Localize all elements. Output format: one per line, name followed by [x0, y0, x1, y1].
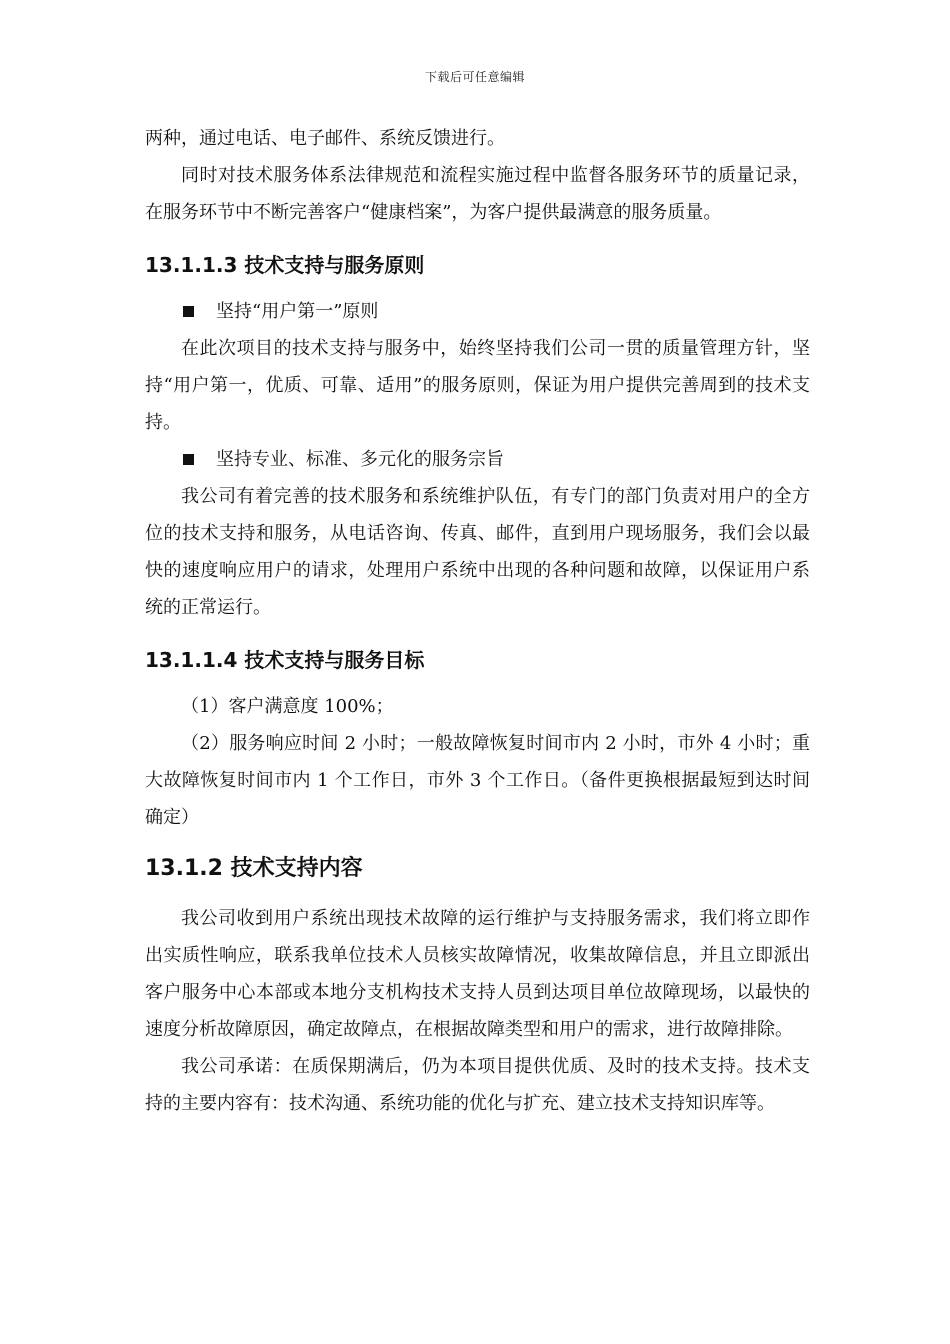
goal-item-2: （2）服务响应时间 2 小时；一般故障恢复时间市内 2 小时，市外 4 小时；重大故障恢复时间市内 1 个工作日，市外 3 个工作日。（备件更换根据最短到达时间确定）	[145, 733, 810, 828]
section-heading-1312: 13.1.2 技术支持内容	[145, 856, 363, 881]
section-heading-13114: 13.1.1.4 技术支持与服务目标	[145, 648, 425, 672]
bullet-text-2: 坚持专业、标准、多元化的服务宗旨	[216, 449, 504, 470]
paragraph-6: 我公司承诺：在质保期满后，仍为本项目提供优质、及时的技术支持。技术支持的主要内容有：技术沟通、系统功能的优化与扩充、建立技术支持知识库等。	[145, 1056, 810, 1114]
paragraph-4: 我公司有着完善的技术服务和系统维护队伍，有专门的部门负责对用户的全方位的技术支持和服务，从电话咨询、传真、邮件，直到用户现场服务，我们会以最快的速度响应用户的请求，处理用户系统中出现的各种问题和故障，以保证用户系统的正常运行。	[145, 486, 810, 618]
paragraph-1: 两种，通过电话、电子邮件、系统反馈进行。	[145, 128, 505, 149]
goal-item-1: （1）客户满意度 100%；	[181, 696, 394, 717]
bullet-text-1: 坚持“用户第一”原则	[216, 301, 379, 322]
paragraph-3: 在此次项目的技术支持与服务中，始终坚持我们公司一贯的质量管理方针，坚持“用户第一，优质、可靠、适用”的服务原则，保证为用户提供完善周到的技术支持。	[145, 338, 810, 433]
section-heading-13113: 13.1.1.3 技术支持与服务原则	[145, 253, 425, 277]
square-bullet-icon	[183, 454, 194, 465]
bullet-item-2	[145, 441, 810, 478]
paragraph-5: 我公司收到用户系统出现技术故障的运行维护与支持服务需求，我们将立即作出实质性响应，联系我单位技术人员核实故障情况，收集故障信息，并且立即派出客户服务中心本部或本地分支机构技术支持人员到达项目单位故障现场，以最快的速度分析故障原因，确定故障点，在根据故障类型和用户的需求，进行故障排除。	[145, 908, 810, 1040]
page-header: 下载后可任意编辑	[424, 70, 525, 84]
bullet-item-1	[145, 293, 810, 330]
document-body	[145, 120, 810, 1122]
paragraph-2: 同时对技术服务体系法律规范和流程实施过程中监督各服务环节的质量记录，在服务环节中不断完善客户“健康档案”，为客户提供最满意的服务质量。	[145, 165, 810, 223]
square-bullet-icon	[183, 306, 194, 317]
